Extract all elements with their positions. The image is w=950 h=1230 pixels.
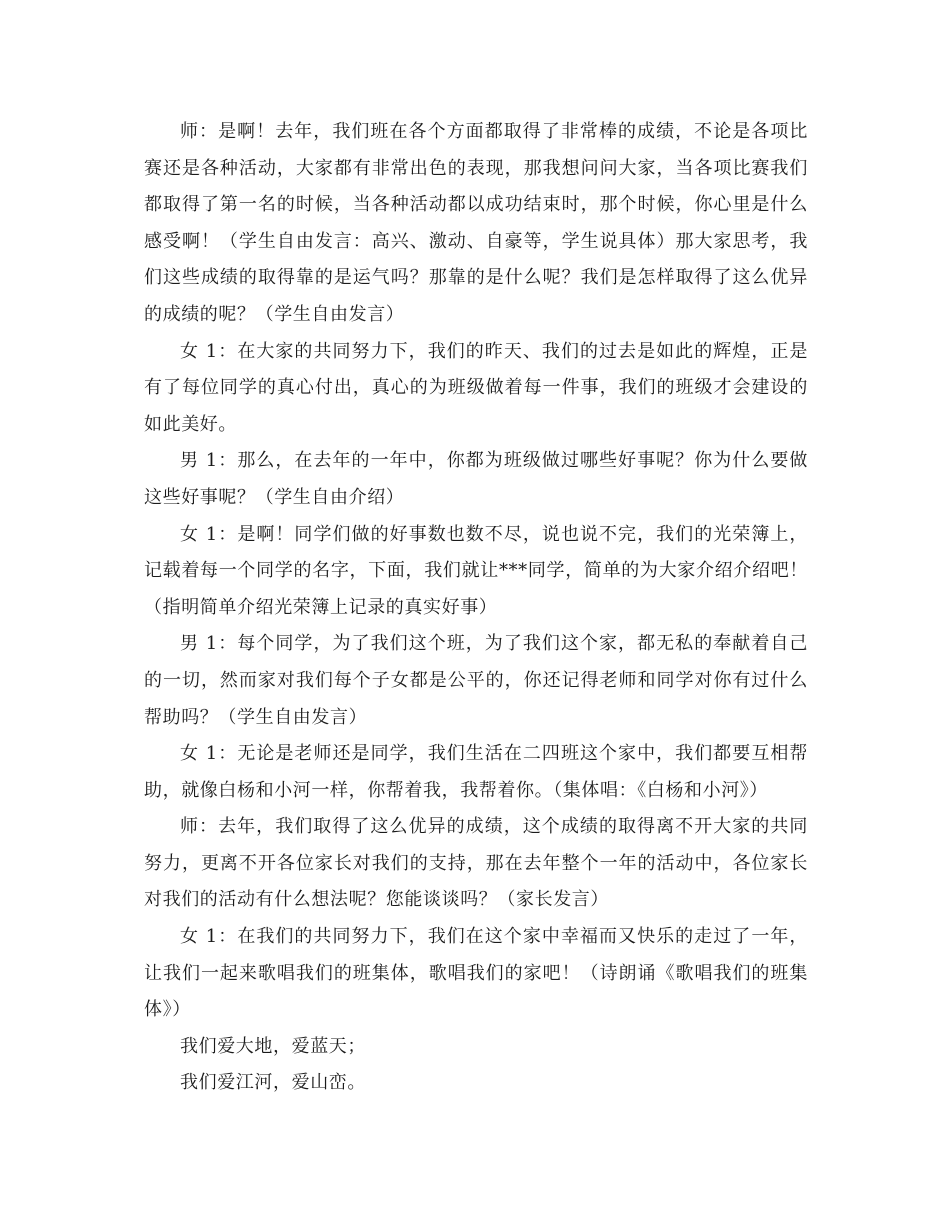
paragraph-girl1-poem: 女 1：在我们的共同努力下，我们在这个家中幸福而又快乐的走过了一年，让我们一起来歌唱我们的班集体，歌唱我们的家吧！（诗朗诵《歌唱我们的班集体》） xyxy=(144,926,808,1021)
poem-line-2: 我们爱江河，爱山峦。 xyxy=(180,1072,366,1094)
document-body xyxy=(144,114,808,1102)
paragraph-girl1-song: 女 1：无论是老师还是同学，我们生活在二四班这个家中，我们都要互相帮助，就像白杨和小河一样，你帮着我，我帮着你。（集体唱：《白杨和小河》） xyxy=(144,743,808,801)
paragraph-girl1-effort: 女 1：在大家的共同努力下，我们的昨天、我们的过去是如此的辉煌，正是有了每位同学的真心付出，真心的为班级做着每一件事，我们的班级才会建设的如此美好。 xyxy=(144,340,808,435)
poem-line-1: 我们爱大地，爱蓝天； xyxy=(180,1035,366,1057)
paragraph-teacher-intro: 师：是啊！去年，我们班在各个方面都取得了非常棒的成绩，不论是各项比赛还是各种活动，大家都有非常出色的表现，那我想问问大家，当各项比赛我们都取得了第一名的时候，当各种活动都以成功结束时，那个时候，你心里是什么感受啊！（学生自由发言：高兴、激动、自豪等，学生说具体）那大家思考，我们这些成绩的取得靠的是运气吗？那靠的是什么呢？我们是怎样取得了这么优异的成绩的呢？（学生自由发言） xyxy=(144,121,808,325)
paragraph-teacher-parents: 师：去年，我们取得了这么优异的成绩，这个成绩的取得离不开大家的共同努力，更离不开各位家长对我们的支持，那在去年整个一年的活动中，各位家长对我们的活动有什么想法呢？您能谈谈吗？（家长发言） xyxy=(144,816,808,911)
paragraph-boy1-help: 男 1：每个同学，为了我们这个班，为了我们这个家，都无私的奉献着自己的一切，然而家对我们每个子女都是公平的，你还记得老师和同学对你有过什么帮助吗？（学生自由发言） xyxy=(144,633,808,728)
paragraph-girl1-honor-book: 女 1：是啊！同学们做的好事数也数不尽，说也说不完，我们的光荣簿上，记载着每一个同学的名字，下面，我们就让***同学，简单的为大家介绍介绍吧！（指明简单介绍光荣簿上记录的真实好事） xyxy=(144,523,808,618)
paragraph-boy1-good-deeds: 男 1：那么，在去年的一年中，你都为班级做过哪些好事呢？你为什么要做这些好事呢？（学生自由介绍） xyxy=(144,450,808,508)
